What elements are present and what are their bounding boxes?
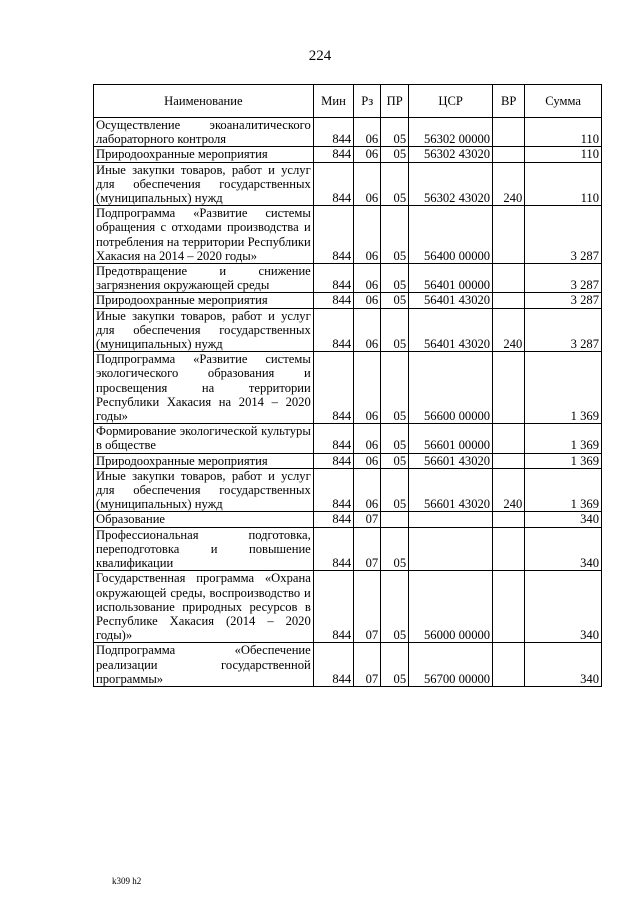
footer-code: k309 h2 (112, 876, 142, 886)
cell-vr: 240 (493, 308, 525, 352)
cell-rz: 06 (354, 206, 381, 264)
cell-pr (381, 512, 409, 527)
cell-csr: 56601 43020 (409, 453, 493, 468)
cell-rz: 07 (354, 571, 381, 643)
cell-sum: 3 287 (525, 308, 602, 352)
header-name: Наименование (94, 85, 314, 118)
cell-vr (493, 571, 525, 643)
cell-csr: 56302 43020 (409, 147, 493, 162)
cell-csr: 56601 00000 (409, 424, 493, 453)
table-row (94, 118, 602, 147)
cell-csr (409, 527, 493, 571)
cell-csr: 56401 00000 (409, 264, 493, 293)
cell-name: Природоохранные мероприятия (94, 147, 314, 162)
cell-min: 844 (313, 118, 353, 147)
table-row (94, 527, 602, 571)
cell-vr (493, 453, 525, 468)
cell-min: 844 (313, 512, 353, 527)
table-row (94, 424, 602, 453)
cell-min: 844 (313, 424, 353, 453)
table-row (94, 352, 602, 424)
cell-csr: 56700 00000 (409, 643, 493, 687)
cell-vr (493, 352, 525, 424)
cell-name: Предотвращение и снижение загрязнения окружающей среды (94, 264, 314, 293)
cell-name: Образование (94, 512, 314, 527)
cell-vr (493, 293, 525, 308)
table-row (94, 571, 602, 643)
table-row (94, 162, 602, 206)
cell-sum: 110 (525, 118, 602, 147)
table-row (94, 453, 602, 468)
cell-rz: 06 (354, 118, 381, 147)
cell-csr: 56400 00000 (409, 206, 493, 264)
cell-rz: 07 (354, 527, 381, 571)
cell-sum: 3 287 (525, 206, 602, 264)
cell-rz: 06 (354, 147, 381, 162)
cell-pr: 05 (381, 206, 409, 264)
cell-name: Иные закупки товаров, работ и услуг для обеспечения государственных (муниципальных) нужд (94, 162, 314, 206)
cell-sum: 3 287 (525, 264, 602, 293)
cell-pr: 05 (381, 468, 409, 512)
cell-min: 844 (313, 264, 353, 293)
cell-min: 844 (313, 162, 353, 206)
cell-sum: 1 369 (525, 468, 602, 512)
cell-pr: 05 (381, 643, 409, 687)
header-pr: ПР (381, 85, 409, 118)
cell-rz: 06 (354, 264, 381, 293)
cell-rz: 07 (354, 643, 381, 687)
cell-pr: 05 (381, 264, 409, 293)
cell-rz: 06 (354, 352, 381, 424)
cell-pr: 05 (381, 424, 409, 453)
table-row (94, 147, 602, 162)
table-row (94, 643, 602, 687)
cell-vr (493, 118, 525, 147)
cell-name: Государственная программа «Охрана окружающей среды, воспроизводство и использование природных ресурсов в Республике Хакасия (2014 – 2020 годы)» (94, 571, 314, 643)
cell-name: Подпрограмма «Обеспечение реализации государственной программы» (94, 643, 314, 687)
table-row (94, 308, 602, 352)
cell-pr: 05 (381, 308, 409, 352)
table-row (94, 512, 602, 527)
table-row (94, 293, 602, 308)
cell-name: Формирование экологической культуры в обществе (94, 424, 314, 453)
cell-pr: 05 (381, 162, 409, 206)
cell-vr (493, 512, 525, 527)
cell-sum: 340 (525, 571, 602, 643)
cell-name: Осуществление экоаналитического лабораторного контроля (94, 118, 314, 147)
cell-min: 844 (313, 293, 353, 308)
cell-min: 844 (313, 147, 353, 162)
cell-sum: 110 (525, 162, 602, 206)
table-row (94, 468, 602, 512)
header-sum: Сумма (525, 85, 602, 118)
cell-name: Подпрограмма «Развитие системы экологического образования и просвещения на территории Республики Хакасия на 2014 – 2020 годы» (94, 352, 314, 424)
page-number: 224 (308, 48, 332, 64)
cell-min: 844 (313, 453, 353, 468)
cell-sum: 3 287 (525, 293, 602, 308)
cell-rz: 07 (354, 512, 381, 527)
cell-min: 844 (313, 468, 353, 512)
cell-sum: 1 369 (525, 352, 602, 424)
cell-pr: 05 (381, 527, 409, 571)
table-header-row (94, 85, 602, 118)
cell-csr: 56302 00000 (409, 118, 493, 147)
cell-pr: 05 (381, 352, 409, 424)
cell-sum: 340 (525, 527, 602, 571)
cell-rz: 06 (354, 162, 381, 206)
cell-min: 844 (313, 571, 353, 643)
cell-name: Иные закупки товаров, работ и услуг для обеспечения государственных (муниципальных) нужд (94, 308, 314, 352)
cell-csr: 56401 43020 (409, 308, 493, 352)
cell-min: 844 (313, 643, 353, 687)
cell-rz: 06 (354, 308, 381, 352)
cell-rz: 06 (354, 293, 381, 308)
header-min: Мин (313, 85, 353, 118)
cell-min: 844 (313, 352, 353, 424)
cell-vr: 240 (493, 468, 525, 512)
cell-name: Подпрограмма «Развитие системы обращения с отходами производства и потребления на территории Республики Хакасия на 2014 – 2020 годы» (94, 206, 314, 264)
cell-csr: 56601 43020 (409, 468, 493, 512)
cell-vr (493, 527, 525, 571)
cell-name: Профессиональная подготовка, переподготовка и повышение квалификации (94, 527, 314, 571)
cell-name: Природоохранные мероприятия (94, 293, 314, 308)
cell-sum: 340 (525, 512, 602, 527)
cell-pr: 05 (381, 571, 409, 643)
table-body (94, 118, 602, 687)
cell-csr: 56401 43020 (409, 293, 493, 308)
cell-csr: 56600 00000 (409, 352, 493, 424)
header-csr: ЦСР (409, 85, 493, 118)
cell-vr (493, 264, 525, 293)
cell-pr: 05 (381, 453, 409, 468)
cell-vr (493, 424, 525, 453)
cell-sum: 110 (525, 147, 602, 162)
cell-vr (493, 147, 525, 162)
cell-csr (409, 512, 493, 527)
cell-name: Иные закупки товаров, работ и услуг для обеспечения государственных (муниципальных) нужд (94, 468, 314, 512)
table-row (94, 264, 602, 293)
cell-pr: 05 (381, 118, 409, 147)
cell-min: 844 (313, 527, 353, 571)
cell-vr: 240 (493, 162, 525, 206)
cell-rz: 06 (354, 468, 381, 512)
cell-rz: 06 (354, 424, 381, 453)
cell-vr (493, 206, 525, 264)
cell-min: 844 (313, 206, 353, 264)
table-row (94, 206, 602, 264)
cell-csr: 56000 00000 (409, 571, 493, 643)
budget-table (93, 84, 602, 687)
cell-name: Природоохранные мероприятия (94, 453, 314, 468)
cell-sum: 1 369 (525, 424, 602, 453)
header-vr: ВР (493, 85, 525, 118)
cell-vr (493, 643, 525, 687)
cell-min: 844 (313, 308, 353, 352)
header-rz: Рз (354, 85, 381, 118)
cell-rz: 06 (354, 453, 381, 468)
cell-pr: 05 (381, 147, 409, 162)
cell-sum: 340 (525, 643, 602, 687)
cell-sum: 1 369 (525, 453, 602, 468)
cell-csr: 56302 43020 (409, 162, 493, 206)
cell-pr: 05 (381, 293, 409, 308)
